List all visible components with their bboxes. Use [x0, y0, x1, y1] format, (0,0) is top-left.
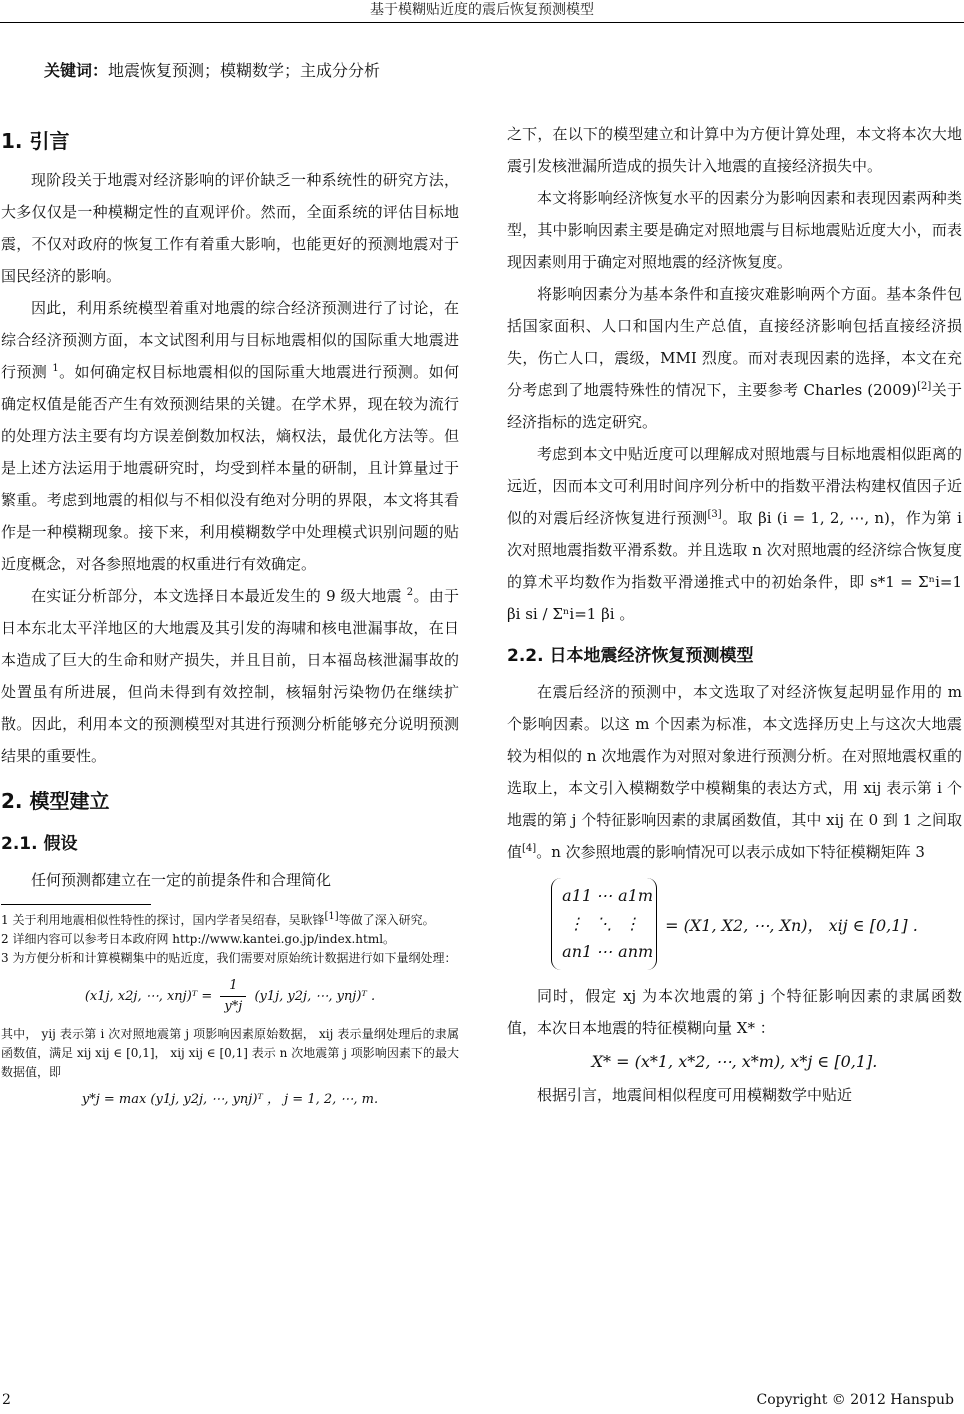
fuzzy-matrix-equation [507, 878, 962, 970]
matrix-cell: ⋯ [596, 886, 613, 905]
keywords-text: 地震恢复预测；模糊数学；主成分分析 [108, 61, 381, 80]
page-number: 2 [2, 1392, 11, 1408]
left-column [1, 118, 459, 1118]
formula-1-rhs: (y1j, y2j, ⋯, ynj)ᵀ . [254, 989, 376, 1004]
model-paragraph [507, 676, 962, 868]
formula-1-lhs: (x1j, x2j, ⋯, xnj)ᵀ = [84, 989, 213, 1004]
matrix-cell: a11 [562, 886, 593, 905]
running-head: 基于模糊贴近度的震后恢复预测模型 [370, 2, 594, 18]
matrix-cell: ⋮ [624, 914, 641, 933]
intro-paragraph-3 [1, 580, 459, 772]
basic-conditions-paragraph [507, 278, 962, 438]
matrix-row-3 [562, 938, 654, 966]
footnote-3: 3 为方便分析和计算模糊集中的贴近度，我们需要对原始统计数据进行如下量纲处理： [1, 951, 457, 965]
model-text-b: 。n 次参照地震的影响情况可以表示成如下特征模糊矩阵 3 [536, 843, 925, 861]
closing-paragraph: 根据引言，地震间相似程度可用模糊数学中贴近 [537, 1086, 853, 1104]
intro-p3-text-b: 。由于日本东北太平洋地区的大地震及其引发的海啸和核电泄漏事故，在日本造成了巨大的生命和财产损失，并且目前，日本福岛核泄漏事故的处置虽有所进展，但尚未得到有效控制，核辐射污染物仍在继续扩散。因此，利用本文的预测模型对其进行预测分析能够充分说明预测结果的重要性。 [1, 587, 459, 765]
footnote-rule [1, 904, 151, 905]
basic-text-a: 将影响因素分为基本条件和直接灾难影响两个方面。基本条件包括国家面积、人口和国内生产总值，直接经济影响包括直接经济损失，伤亡人口，震级，MMI 烈度。而对表现因素的选择，本文在充分考虑到了地震特殊性的情况下，主要参考 Charles (2009) [507, 285, 962, 399]
header-rule [0, 22, 964, 23]
intro-paragraph-2 [1, 292, 459, 580]
footnote-marker-1[interactable]: 1 [52, 363, 59, 374]
matrix-cell: a1m [618, 886, 654, 905]
model-text-a: 在震后经济的预测中，本文选取了对经济恢复起明显作用的 m 个影响因素。以这 m 个因素为标准，本文选择历史上与这次大地震较为相似的 n 次地震作为对照对象进行预测分析。在对照地震权重的选取上，本文引入模糊数学中模糊集的表达方式，用 xij 表示第 i 个地震的第 j 个特征影响因素的隶属函数值，其中 xij 在 0 到 1 之间取值 [507, 683, 962, 861]
footnote-marker-2[interactable]: 2 [406, 587, 414, 598]
assumption-continued: 之下，在以下的模型建立和计算中为方便计算处理，本文将本次大地震引发核泄漏所造成的损失计入地震的直接经济损失中。 [507, 125, 962, 175]
section-1-title: 1. 引言 [1, 129, 70, 153]
smoothing-text-b: 。取 βi (i = 1, 2, ⋯, n)，作为第 i 次对照地震指数平滑系数。并且选取 n 次对照地震的经济综合恢复度的算术平均数作为指数平滑递推式中的初始条件，即 s*1 = Σⁿi=1 βi si / Σⁿi=1 βi 。 [507, 509, 962, 623]
fuzzy-matrix [551, 878, 657, 970]
matrix-row-2 [562, 910, 646, 938]
formula-1-fraction [220, 976, 246, 1017]
matrix-cell: an1 [562, 942, 593, 961]
footnote-1 [1, 911, 459, 930]
smoothing-text-a: 考虑到本文中贴近度可以理解成对照地震与目标地震相似距离的远近，因而本文可利用时间序列分析中的指数平滑法构建权值因子近似的对震后经济恢复进行预测 [507, 445, 962, 527]
assumption-paragraph: 任何预测都建立在一定的前提条件和合理简化 [31, 871, 332, 889]
subsection-2-2-title: 2.2. 日本地震经济恢复预测模型 [507, 646, 754, 666]
copyright-notice: Copyright © 2012 Hanspub [756, 1392, 954, 1408]
section-2-title: 2. 模型建立 [1, 789, 110, 813]
basic-text-b: 关于经济指标的选定研究。 [507, 381, 962, 431]
factor-types-paragraph: 本文将影响经济恢复水平的因素分为影响因素和表现因素两种类型，其中影响因素主要是确定对照地震与目标地震贴近度大小，而表现因素则用于确定对照地震的经济恢复度。 [507, 189, 962, 271]
footnote-3-explanation: 其中， yij 表示第 i 次对照地震第 j 项影响因素原始数据， xij 表示量纲处理后的隶属函数值，满足 xij xij ∈ [0,1]， xij xij ∈ [0,1] 表示 n 次地震第 j 项影响因素下的最大数据值，即 [1, 1027, 459, 1079]
smoothing-paragraph [507, 438, 962, 630]
matrix-row-1 [562, 882, 654, 910]
matrix-cell: anm [618, 942, 654, 961]
normalization-formula [1, 976, 459, 1017]
subsection-2-1-title: 2.1. 假设 [1, 834, 78, 854]
intro-p2-text-b: 。如何确定权目标地震相似的国际重大地震进行预测。如何确定权值是能否产生有效预测结果的关键。在学术界，现在较为流行的处理方法主要有均方误差倒数加权法，熵权法，最优化方法等。但是上述方法运用于地震研究时，均受到样本量的研制，且计算量过于繁重。考虑到地震的相似与不相似没有绝对分明的界限，本文将其看作是一种模糊现象。接下来，利用模糊数学中处理模式识别问题的贴近度概念，对各参照地震的权重进行有效确定。 [1, 363, 459, 573]
formula-1-numerator: 1 [220, 976, 246, 997]
citation-2[interactable]: [2] [917, 381, 932, 392]
footnote-1-text-a: 1 关于利用地震相似性特性的探讨，国内学者吴绍春，吴耿锋 [1, 913, 325, 927]
keywords-line [44, 58, 380, 84]
citation-3[interactable]: [3] [707, 509, 722, 520]
max-formula: y*j = max (y1j, y2j, ⋯, ynj)ᵀ ， j = 1, 2, ⋯, m. [81, 1092, 379, 1107]
intro-paragraph-1: 现阶段关于地震对经济影响的评价缺乏一种系统性的研究方法，大多仅仅是一种模糊定性的直观评价。然而，全面系统的评估目标地震，不仅对政府的恢复工作有着重大影响，也能更好的预测地震对于国民经济的影响。 [1, 171, 459, 285]
footnote-1-text-b: 等做了深入研究。 [338, 913, 435, 927]
formula-1-denominator: y*j [224, 999, 243, 1014]
intro-p3-text-a: 在实证分析部分，本文选择日本最近发生的 9 级大地震 [31, 587, 402, 605]
footnotes [1, 911, 459, 1110]
citation-4[interactable]: [4] [522, 843, 537, 854]
matrix-rhs: = (X1, X2, ⋯, Xn)， xij ∈ [0,1] . [665, 915, 918, 935]
keywords-label: 关键词： [44, 61, 109, 80]
citation-1[interactable]: [1] [324, 911, 339, 922]
matrix-cell: ⋱ [596, 914, 613, 933]
feature-vector-formula: X* = (x*1, x*2, ⋯, x*m), x*j ∈ [0,1]. [591, 1052, 878, 1071]
intro-p2-text-a: 因此，利用系统模型着重对地震的综合经济预测进行了讨论，在综合经济预测方面，本文试图利用与目标地震相似的国际重大地震进行预测 [1, 299, 459, 381]
vector-paragraph: 同时，假定 xj 为本次地震的第 j 个特征影响因素的隶属函数值，本次日本地震的特征模糊向量 X* ： [507, 987, 962, 1037]
footnote-2: 2 详细内容可以参考日本政府网 http://www.kantei.go.jp/index.html。 [1, 932, 396, 946]
matrix-cell: ⋯ [596, 942, 613, 961]
right-column [507, 118, 962, 1111]
matrix-cell: ⋮ [568, 914, 585, 933]
